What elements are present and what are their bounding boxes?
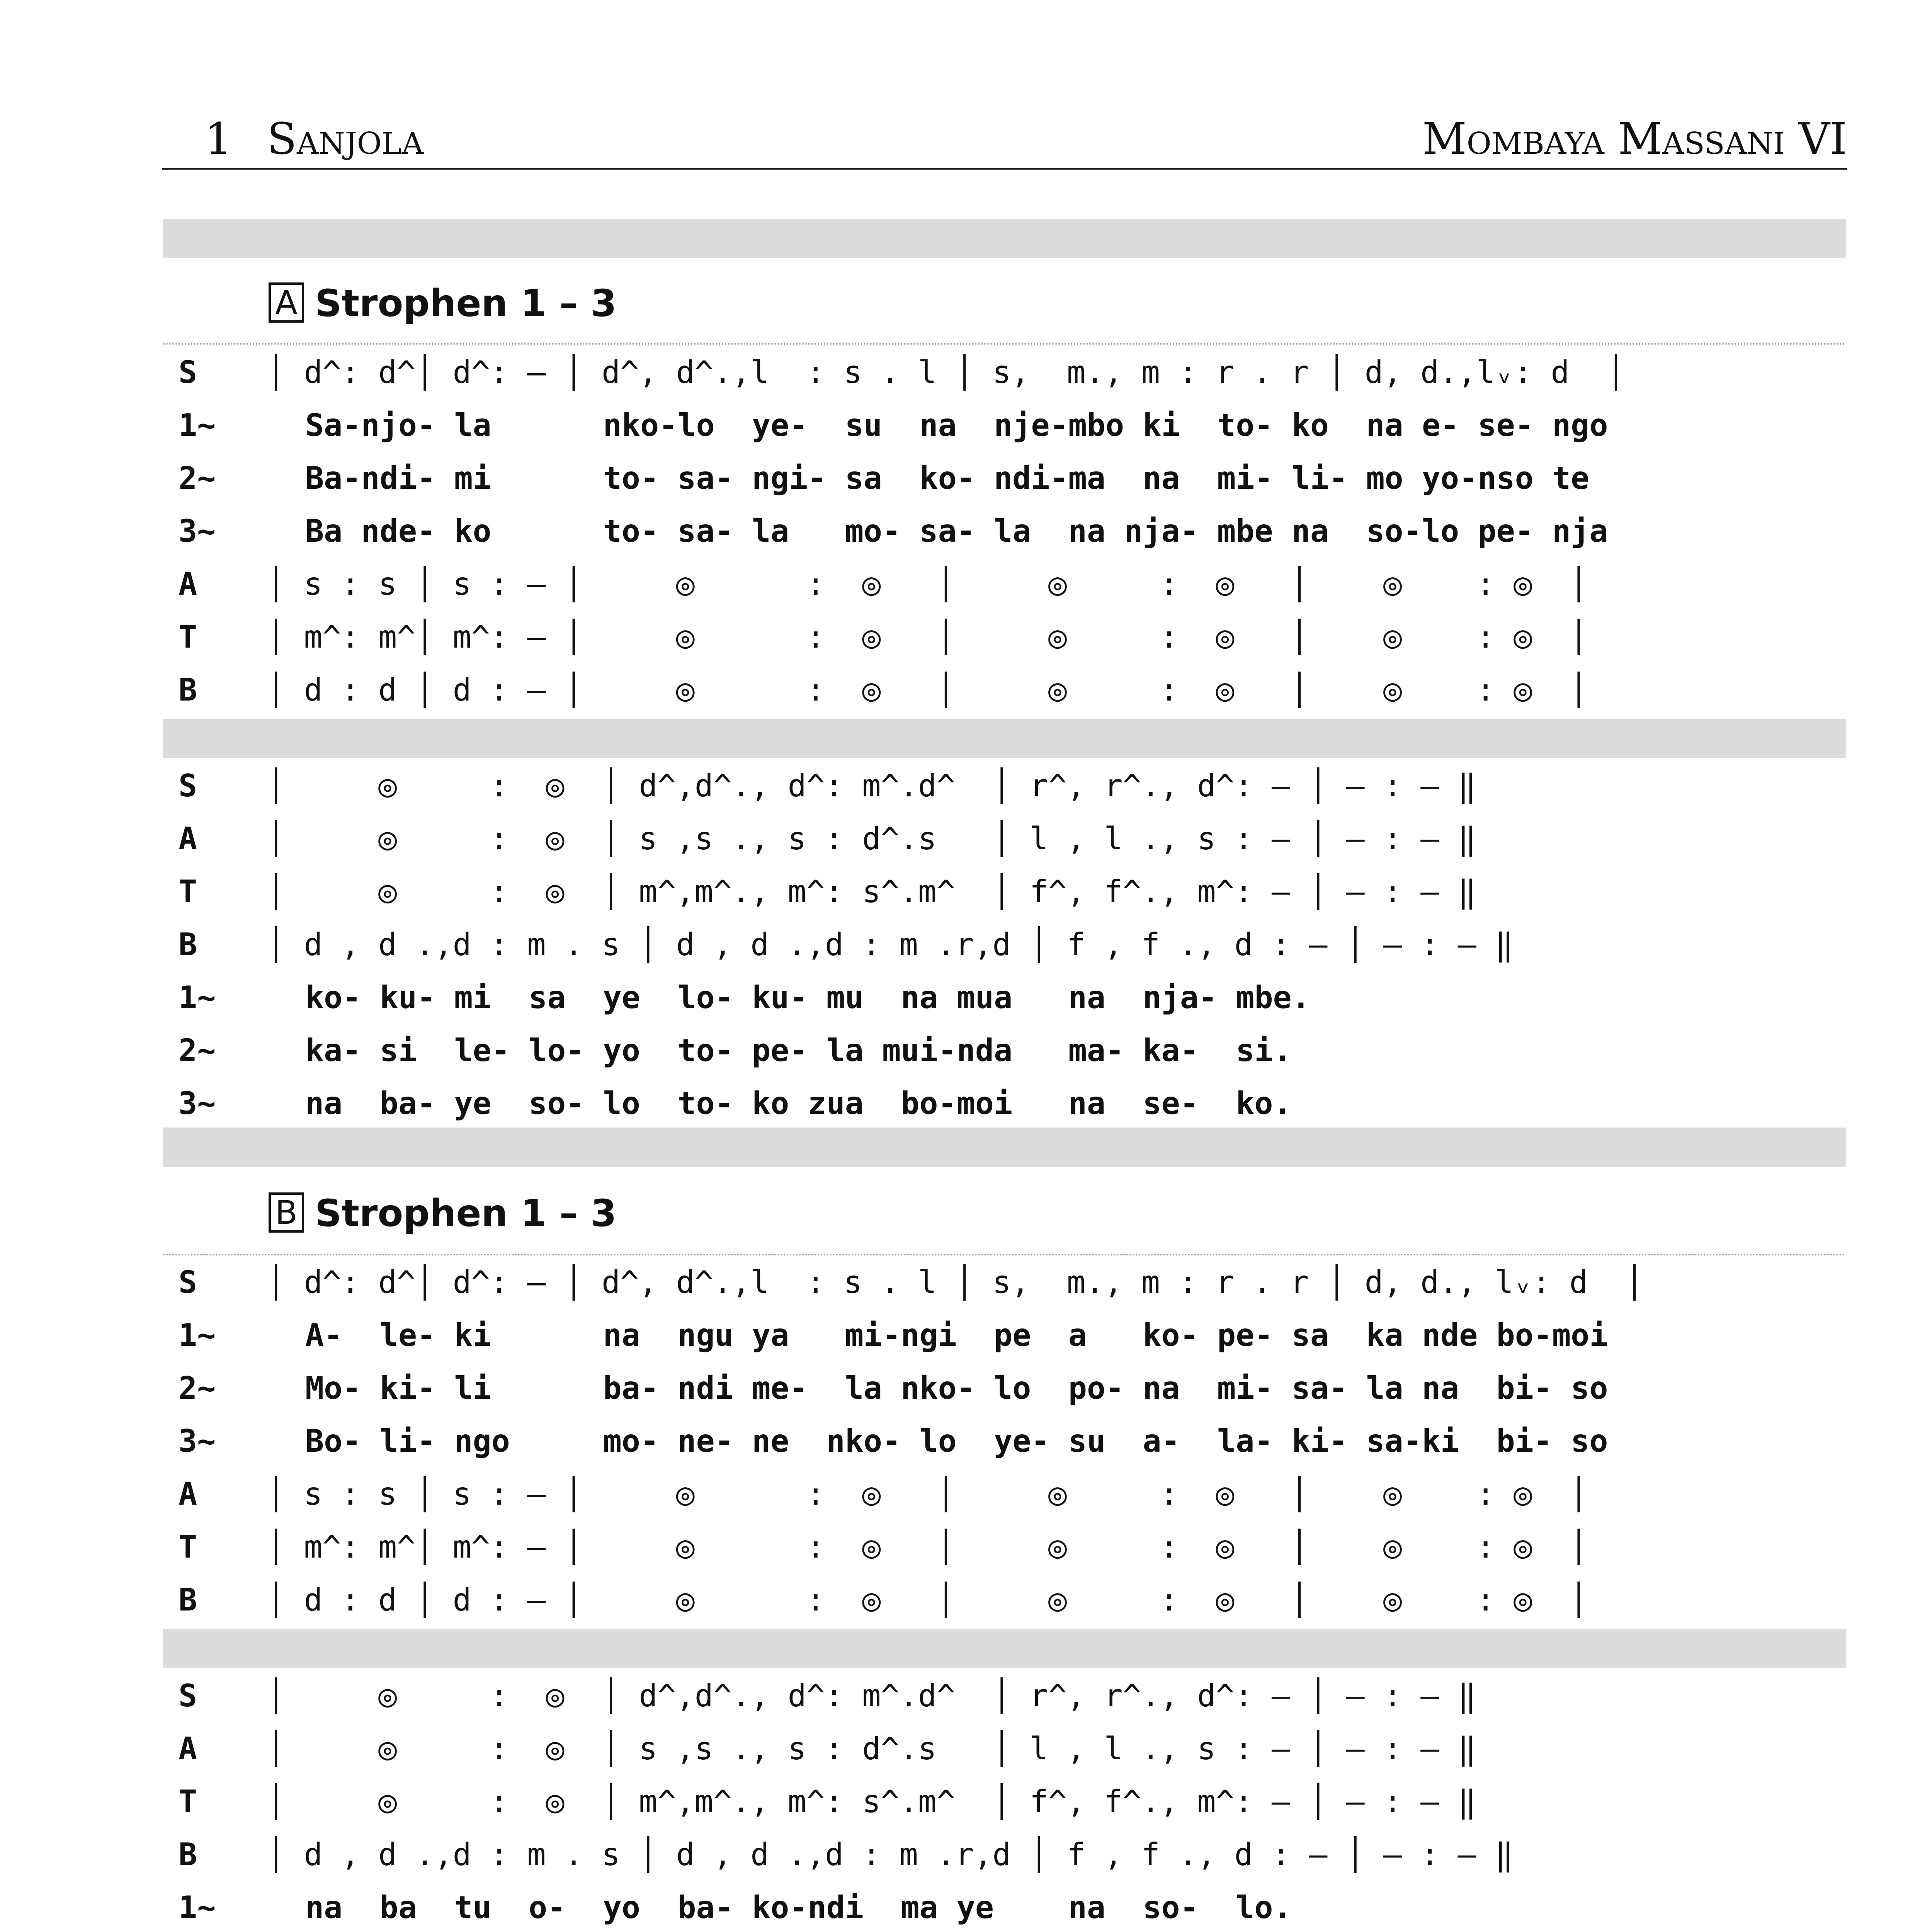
notation-text: │ d^: d^│ d^: – │ d^, d^.,l : s . l │ s, m., m : r . r │ d, d.,lᵥ: d │ bbox=[267, 354, 1625, 390]
notation-text: │ m^: m^│ m^: – │ ◎ : ◎ │ ◎ : ◎ │ ◎ : ◎ │ bbox=[267, 1529, 1588, 1565]
chapter-number: 1 bbox=[205, 114, 233, 164]
collection-title: Mombaya Massani VI bbox=[1422, 114, 1847, 164]
voice-label: S bbox=[179, 768, 197, 804]
block-separator bbox=[163, 719, 1846, 758]
verse-label: 1~ bbox=[179, 1317, 216, 1353]
lyric-text: Sa-njo- la nko-lo ye- su na nje-mbo ki to- ko na e- se- ngo bbox=[305, 407, 1608, 443]
notation-text: │ ◎ : ◎ │ d^,d^., d^: m^.d^ │ r^, r^., d^: – │ – : – ‖ bbox=[267, 768, 1476, 804]
lyric-text: Mo- ki- li ba- ndi me- la nko- lo po- na mi- sa- la na bi- so bbox=[305, 1370, 1608, 1406]
voice-label: T bbox=[179, 1784, 197, 1820]
verse-label: 1~ bbox=[179, 407, 216, 443]
notation-text: │ ◎ : ◎ │ s ,s ., s : d^.s │ l , l ., s : – │ – : – ‖ bbox=[267, 1731, 1476, 1767]
notation-text: │ d , d .,d : m . s │ d , d .,d : m .r,d │ f , f ., d : – │ – : – ‖ bbox=[267, 1837, 1514, 1872]
section-letter-box: B bbox=[269, 1192, 304, 1233]
lyric-text: ko- ku- mi sa ye lo- ku- mu na mua na nja- mbe. bbox=[305, 980, 1310, 1015]
voice-label: A bbox=[179, 1731, 197, 1767]
section-divider bbox=[163, 343, 1846, 345]
voice-label: A bbox=[179, 566, 197, 602]
verse-label: 3~ bbox=[179, 1423, 216, 1459]
voice-label: A bbox=[179, 821, 197, 857]
verse-label: 1~ bbox=[179, 1889, 216, 1925]
block-separator bbox=[163, 1629, 1846, 1668]
notation-text: │ ◎ : ◎ │ d^,d^., d^: m^.d^ │ r^, r^., d^: – │ – : – ‖ bbox=[267, 1678, 1476, 1714]
voice-label: T bbox=[179, 1529, 197, 1565]
lyric-text: na ba tu o- yo ba- ko-ndi ma ye na so- lo. bbox=[305, 1889, 1292, 1925]
voice-label: T bbox=[179, 874, 197, 910]
section-heading-b bbox=[269, 1190, 617, 1236]
notation-text: │ s : s │ s : – │ ◎ : ◎ │ ◎ : ◎ │ ◎ : ◎ │ bbox=[267, 1476, 1588, 1512]
notation-text: │ ◎ : ◎ │ m^,m^., m^: s^.m^ │ f^, f^., m^: – │ – : – ‖ bbox=[267, 1784, 1476, 1820]
voice-label: T bbox=[179, 619, 197, 655]
verse-label: 3~ bbox=[179, 513, 216, 549]
section-separator bbox=[163, 219, 1846, 258]
notation-text: │ d , d .,d : m . s │ d , d .,d : m .r,d │ f , f ., d : – │ – : – ‖ bbox=[267, 927, 1514, 963]
notation-text: │ s : s │ s : – │ ◎ : ◎ │ ◎ : ◎ │ ◎ : ◎ │ bbox=[267, 566, 1588, 602]
lyric-text: A- le- ki na ngu ya mi-ngi pe a ko- pe- sa ka nde bo-moi bbox=[305, 1317, 1608, 1353]
section-separator bbox=[163, 1128, 1846, 1167]
section-letter-box: A bbox=[269, 282, 304, 323]
notation-text: │ d : d │ d : – │ ◎ : ◎ │ ◎ : ◎ │ ◎ : ◎ │ bbox=[267, 672, 1588, 708]
voice-label: A bbox=[179, 1476, 197, 1512]
voice-label: B bbox=[179, 672, 197, 708]
lyric-text: Ba nde- ko to- sa- la mo- sa- la na nja- mbe na so-lo pe- nja bbox=[305, 513, 1608, 549]
voice-label: S bbox=[179, 354, 197, 390]
verse-label: 2~ bbox=[179, 460, 216, 496]
notation-text: │ d : d │ d : – │ ◎ : ◎ │ ◎ : ◎ │ ◎ : ◎ │ bbox=[267, 1582, 1588, 1618]
voice-label: B bbox=[179, 1837, 197, 1872]
section-heading-a bbox=[269, 280, 617, 327]
song-title: Sanjola bbox=[267, 114, 423, 164]
verse-label: 2~ bbox=[179, 1032, 216, 1068]
notation-text: │ m^: m^│ m^: – │ ◎ : ◎ │ ◎ : ◎ │ ◎ : ◎ │ bbox=[267, 619, 1588, 655]
section-heading-text: Strophen 1 – 3 bbox=[315, 282, 617, 325]
lyric-text: Bo- li- ngo mo- ne- ne nko- lo ye- su a- la- ki- sa-ki bi- so bbox=[305, 1423, 1608, 1459]
section-heading-text: Strophen 1 – 3 bbox=[315, 1192, 617, 1235]
voice-label: B bbox=[179, 1582, 197, 1618]
page-header bbox=[162, 114, 1847, 170]
voice-label: S bbox=[179, 1678, 197, 1714]
lyric-text: ka- si le- lo- yo to- pe- la mui-nda ma- ka- si. bbox=[305, 1032, 1292, 1068]
lyric-text: na ba- ye so- lo to- ko zua bo-moi na se- ko. bbox=[305, 1085, 1292, 1121]
notation-text: │ ◎ : ◎ │ s ,s ., s : d^.s │ l , l ., s : – │ – : – ‖ bbox=[267, 821, 1476, 857]
verse-label: 3~ bbox=[179, 1085, 216, 1121]
notation-text: │ ◎ : ◎ │ m^,m^., m^: s^.m^ │ f^, f^., m^: – │ – : – ‖ bbox=[267, 874, 1476, 910]
verse-label: 2~ bbox=[179, 1370, 216, 1406]
voice-label: B bbox=[179, 927, 197, 963]
lyric-text: Ba-ndi- mi to- sa- ngi- sa ko- ndi-ma na mi- li- mo yo-nso te bbox=[305, 460, 1590, 496]
notation-text: │ d^: d^│ d^: – │ d^, d^.,l : s . l │ s, m., m : r . r │ d, d., lᵥ: d │ bbox=[267, 1264, 1644, 1300]
voice-label: S bbox=[179, 1264, 197, 1300]
section-divider bbox=[163, 1254, 1846, 1255]
header-left bbox=[205, 114, 423, 164]
verse-label: 1~ bbox=[179, 980, 216, 1015]
